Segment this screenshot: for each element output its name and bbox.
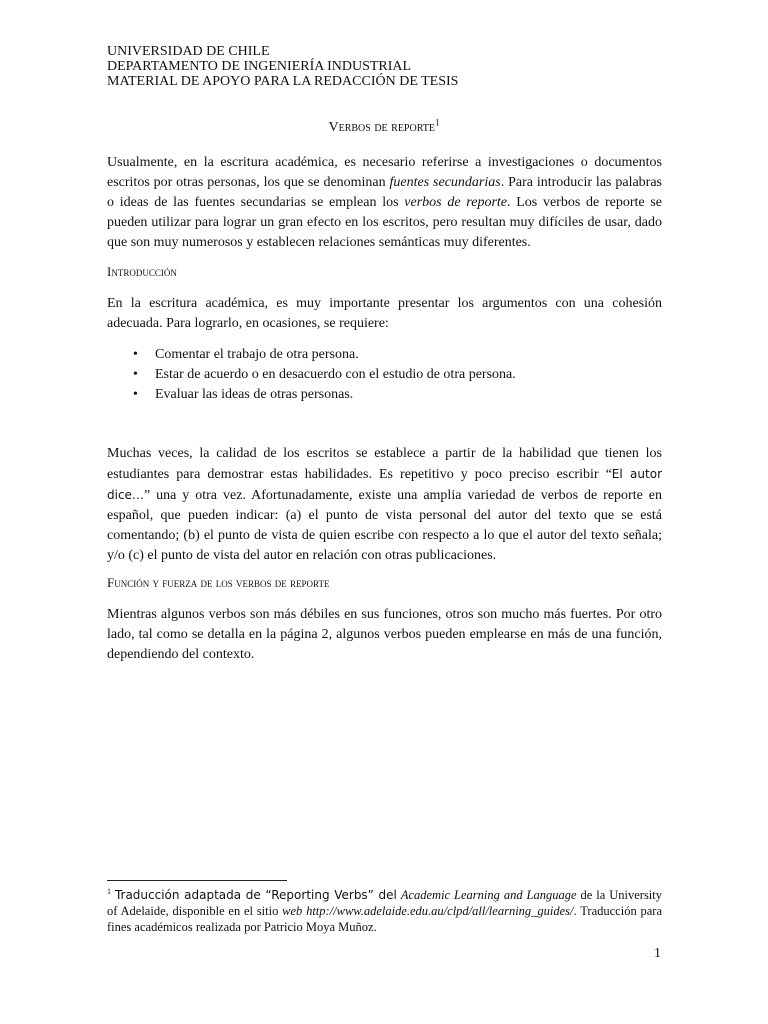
section2-paragraph: Mientras algunos verbos son más débiles en sus funciones, otros son mucho más fuertes. Por otro lado, tal como se detalla en la página 2, algunos verbos pueden emplearse en más de una función, dependiendo del contexto.: [107, 607, 662, 662]
intro-italic-1: fuentes secundarias: [389, 175, 501, 190]
list-item-text: Evaluar las ideas de otras personas.: [155, 387, 354, 402]
list-item: [107, 385, 662, 405]
intro-text-1: Usualmente, en la escritura académica, es necesario referirse a investigaciones o documentos escritos por otras personas, los que se denominan: [107, 155, 662, 190]
document-title: [0, 117, 768, 136]
intro-italic-2: verbos de reporte: [404, 195, 507, 210]
footnote-mark: 1: [107, 887, 111, 896]
footnote-text-2: . Traducción para fines académicos realizada por Patricio Moya Muñoz.: [107, 904, 662, 935]
bullet-icon: •: [133, 347, 138, 362]
list-item: [107, 365, 662, 385]
footnote-italic-2: web http://www.adelaide.edu.au/clpd/all/learning_guides/: [282, 904, 574, 919]
section-heading-introduccion: Introducción: [107, 264, 177, 279]
document-header: [107, 44, 458, 89]
header-department: DEPARTAMENTO DE INGENIERÍA INDUSTRIAL: [107, 59, 412, 74]
footnote-divider: [107, 880, 287, 881]
footnote-text-1: de la University of Adelaide, disponible en el sitio: [107, 888, 663, 919]
section1-paragraph: En la escritura académica, es muy importante presentar los argumentos con una cohesión adecuada. Para lograrlo, en ocasiones, se requiere:: [107, 296, 662, 331]
list-item-text: Estar de acuerdo o en desacuerdo con el estudio de otra persona.: [155, 367, 516, 382]
page-number: 1: [654, 946, 661, 961]
second-text-2: ” una y otra vez. Afortunadamente, existe una amplia variedad de verbos de reporte en español, que pueden indicar: (a) el punto de vista personal del autor del texto que se está comentando; (b) el punto de vista de quien escribe con respecto a lo que el autor del texto señala; y/o (c) el punto de vista del autor en relación con otras publicaciones.: [107, 488, 662, 563]
section-heading-funcion: Función y fuerza de los verbos de reporte: [107, 575, 330, 590]
bullet-list: [107, 345, 662, 405]
bullet-icon: •: [133, 367, 138, 382]
intro-text-3: . Los verbos de reporte se pueden utilizar para lograr un gran efecto en los escritos, pero resultan muy difíciles de usar, dado que son muy numerosos y establecen relaciones semánticas muy diferentes.: [107, 195, 663, 250]
intro-paragraph: [107, 153, 662, 253]
header-material: MATERIAL DE APOYO PARA LA REDACCIÓN DE TESIS: [107, 74, 459, 89]
footnote-italic-1: Academic Learning and Language: [400, 888, 577, 903]
title-text: Verbos de reporte: [328, 120, 436, 135]
bullet-icon: •: [133, 387, 138, 402]
second-quote-sans: El autor dice…: [107, 467, 663, 502]
header-university: UNIVERSIDAD DE CHILE: [107, 44, 270, 59]
list-item-text: Comentar el trabajo de otra persona.: [155, 347, 359, 362]
footnote-sans-text: Traducción adaptada de “Reporting Verbs” del: [114, 888, 397, 903]
intro-text-2: . Para introducir las palabras o ideas de las fuentes secundarias se emplean los: [107, 175, 662, 210]
title-footnote-mark: 1: [435, 117, 440, 128]
list-item: [107, 345, 662, 365]
second-text-1: Muchas veces, la calidad de los escritos se establece a partir de la habilidad que tienen los estudiantes para demostrar estas habilidades. Es repetitivo y poco preciso escribir “: [107, 446, 662, 482]
footnote: [107, 884, 662, 935]
second-paragraph: [107, 444, 662, 566]
